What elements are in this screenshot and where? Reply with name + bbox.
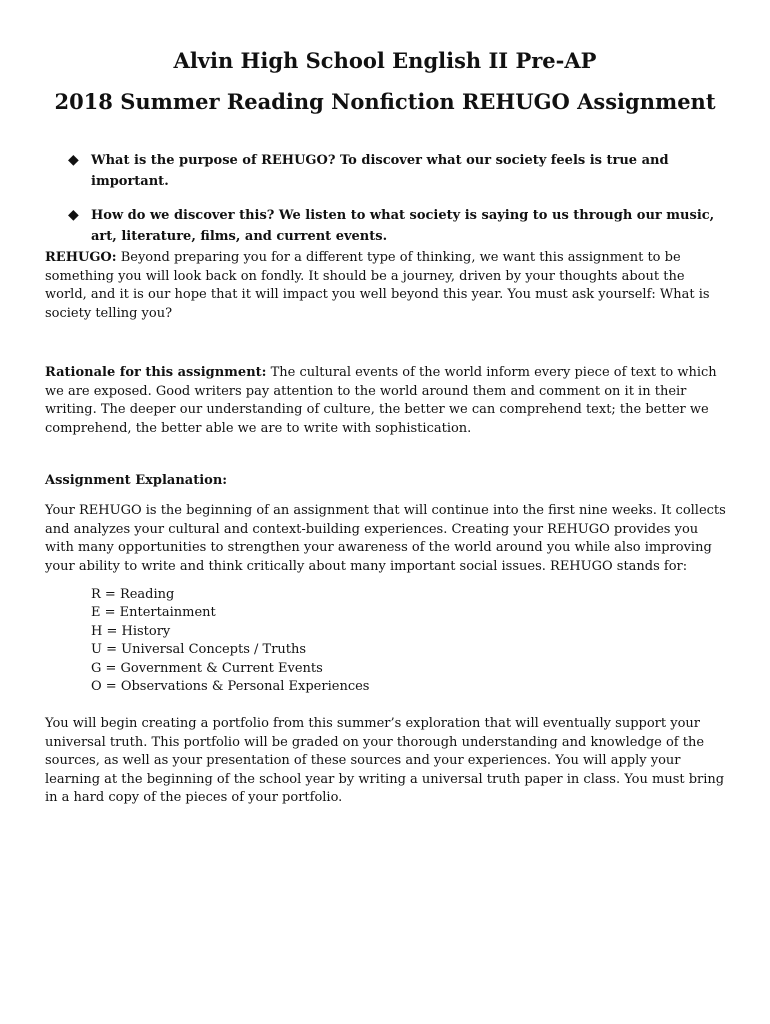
rehugo-text: Beyond preparing you for a different type of thinking, we want this assignment to be something you will look back on fondly. It should be a journey, driven by your thoughts about the world, and it is our hope that it will impact you well beyond this year. You must ask yourself: What is society telling you?: [45, 250, 710, 321]
bullet-text: What is the purpose of REHUGO? To discover what our society feels is true and important.: [91, 153, 669, 189]
list-item: [68, 150, 718, 192]
explanation-heading-text: Assignment Explanation:: [45, 473, 228, 488]
rehugo-paragraph: [45, 249, 730, 323]
explanation-paragraph: Your REHUGO is the beginning of an assignment that will continue into the first nine weeks. It collects and analyzes your cultural and context-building experiences. Creating your REHUGO provides you with many opportunities to strengthen your awareness of the world around you while also improving your ability to write and think critically about many important social issues. REHUGO stands for:: [45, 503, 726, 574]
explanation-heading: [45, 472, 730, 491]
bullet-text: How do we discover this? We listen to what society is saying to us through our music, art, literature, films, and current events.: [91, 208, 715, 244]
list-item: O = Observations & Personal Experiences: [91, 679, 370, 695]
diamond-bullet-icon: ◆: [68, 152, 79, 168]
list-item: [68, 205, 718, 247]
portfolio-paragraph: You will begin creating a portfolio from this summer’s exploration that will eventually support your universal truth. This portfolio will be graded on your thorough understanding and knowledge of the sources, as well as your presentation of these sources and your experiences. You will apply your learning at the beginning of the school year by writing a universal truth paper in class. You must bring in a hard copy of the pieces of your portfolio.: [45, 716, 725, 806]
list-item: G = Government & Current Events: [91, 660, 323, 676]
rehugo-acronym-list: [91, 586, 369, 696]
list-item: H = History: [91, 623, 171, 639]
rationale-text: The cultural events of the world inform every piece of text to which we are exposed. Good writers pay attention to the world around them and comment on it in their writing. The deeper our understanding of culture, the better we can comprehend text; the better we comprehend, the better able we are to write with sophistication.: [45, 365, 717, 436]
list-item: R = Reading: [91, 587, 175, 602]
rationale-paragraph: [45, 364, 730, 438]
document-title: Alvin High School English II Pre-AP: [173, 48, 597, 73]
document-subtitle: 2018 Summer Reading Nonfiction REHUGO Assignment: [54, 89, 716, 114]
diamond-bullet-icon: ◆: [68, 207, 79, 223]
list-item: E = Entertainment: [91, 605, 216, 621]
rationale-label: Rationale for this assignment:: [45, 365, 267, 380]
list-item: U = Universal Concepts / Truths: [91, 642, 307, 658]
key-questions-list: [68, 150, 718, 260]
rehugo-label: REHUGO:: [45, 250, 117, 265]
